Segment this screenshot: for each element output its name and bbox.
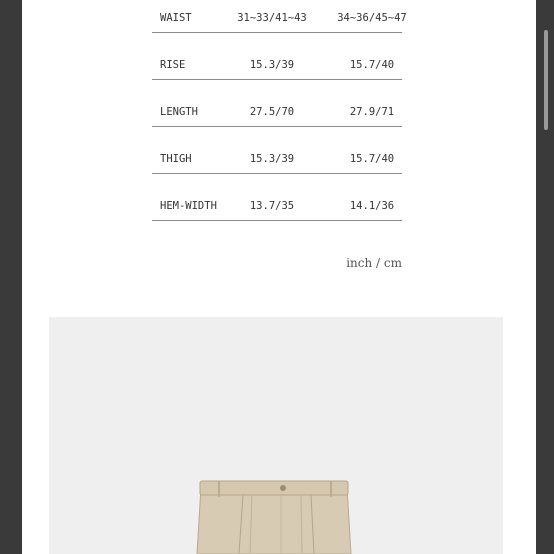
table-row [152,0,407,33]
table-row [152,33,402,80]
size-value: 15.3/39 [249,59,295,71]
product-detail-page[interactable] [22,0,536,554]
measurement-label: LENGTH [160,106,198,118]
size-value: 34~36/45~47 [337,12,407,24]
unit-note: inch / cm [346,256,402,270]
size-value: 31~33/41~43 [237,12,307,24]
scrollbar[interactable] [544,30,548,130]
size-value: 14.1/36 [349,200,395,212]
measurement-label: THIGH [160,153,192,165]
table-row [152,80,402,127]
size-table [152,0,407,221]
measurement-label: HEM-WIDTH [160,200,217,212]
size-value: 15.7/40 [349,153,395,165]
size-value: 27.9/71 [349,106,395,118]
waist-button [280,485,286,491]
table-row [152,127,402,174]
shorts-illustration [49,317,503,554]
measurement-label: WAIST [160,12,192,24]
measurement-label: RISE [160,59,186,71]
size-value: 15.7/40 [349,59,395,71]
size-value: 15.3/39 [249,153,295,165]
table-row [152,174,402,221]
size-value: 13.7/35 [249,200,295,212]
product-photo [49,317,503,554]
waistband [200,481,348,495]
size-value: 27.5/70 [249,106,295,118]
shorts-body [197,487,351,554]
